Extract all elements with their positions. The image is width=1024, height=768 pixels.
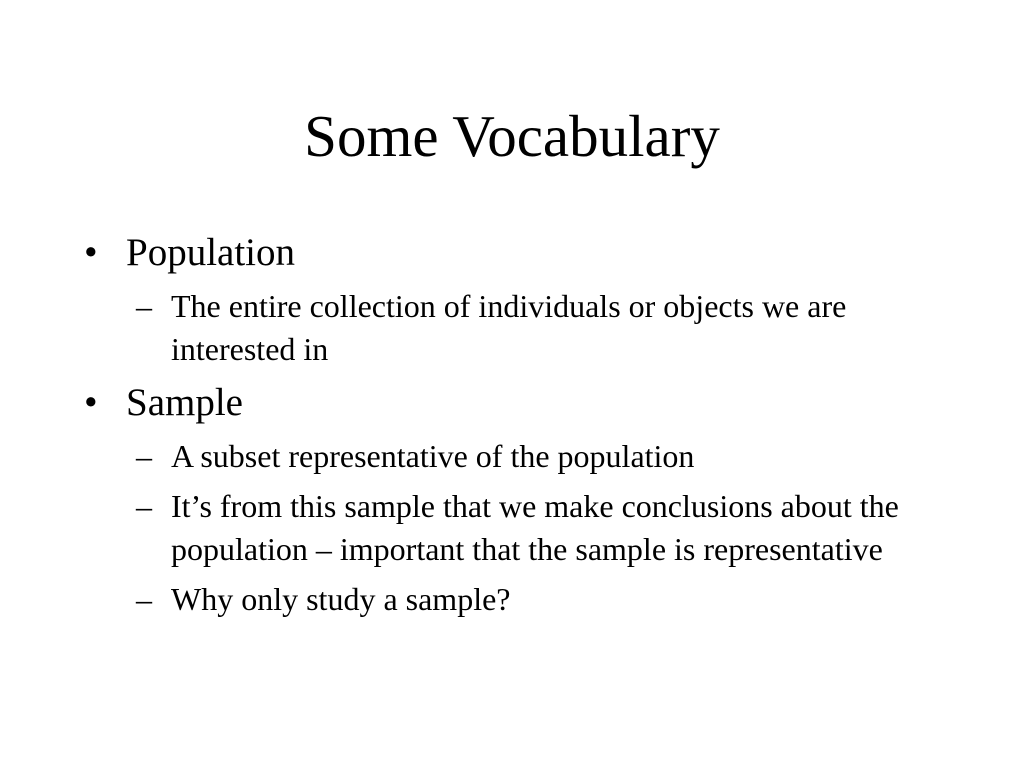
sub-item xyxy=(84,485,964,571)
sub-list xyxy=(126,285,964,371)
sub-item xyxy=(84,578,964,621)
bullet-list xyxy=(84,228,964,621)
sub-item xyxy=(84,435,964,478)
sub-marker: – xyxy=(136,581,152,617)
slide-title: Some Vocabulary xyxy=(304,103,720,169)
bullet-item-population xyxy=(84,228,964,371)
sub-item xyxy=(84,285,964,371)
sub-marker: – xyxy=(136,438,152,474)
bullet-item-sample xyxy=(84,378,964,621)
sub-marker: – xyxy=(136,288,152,324)
sub-item-text: It’s from this sample that we make conclusions about the population – important that the sample is representative xyxy=(171,488,899,567)
bullet-marker: • xyxy=(84,231,98,274)
bullet-label: Sample xyxy=(126,381,243,424)
sub-marker: – xyxy=(136,488,152,524)
sub-item-text: Why only study a sample? xyxy=(171,581,511,617)
sub-item-text: The entire collection of individuals or objects we are interested in xyxy=(171,288,847,367)
sub-list xyxy=(126,435,964,621)
bullet-label: Population xyxy=(126,231,296,274)
bullet-marker: • xyxy=(84,381,98,424)
sub-item-text: A subset representative of the population xyxy=(171,438,695,474)
